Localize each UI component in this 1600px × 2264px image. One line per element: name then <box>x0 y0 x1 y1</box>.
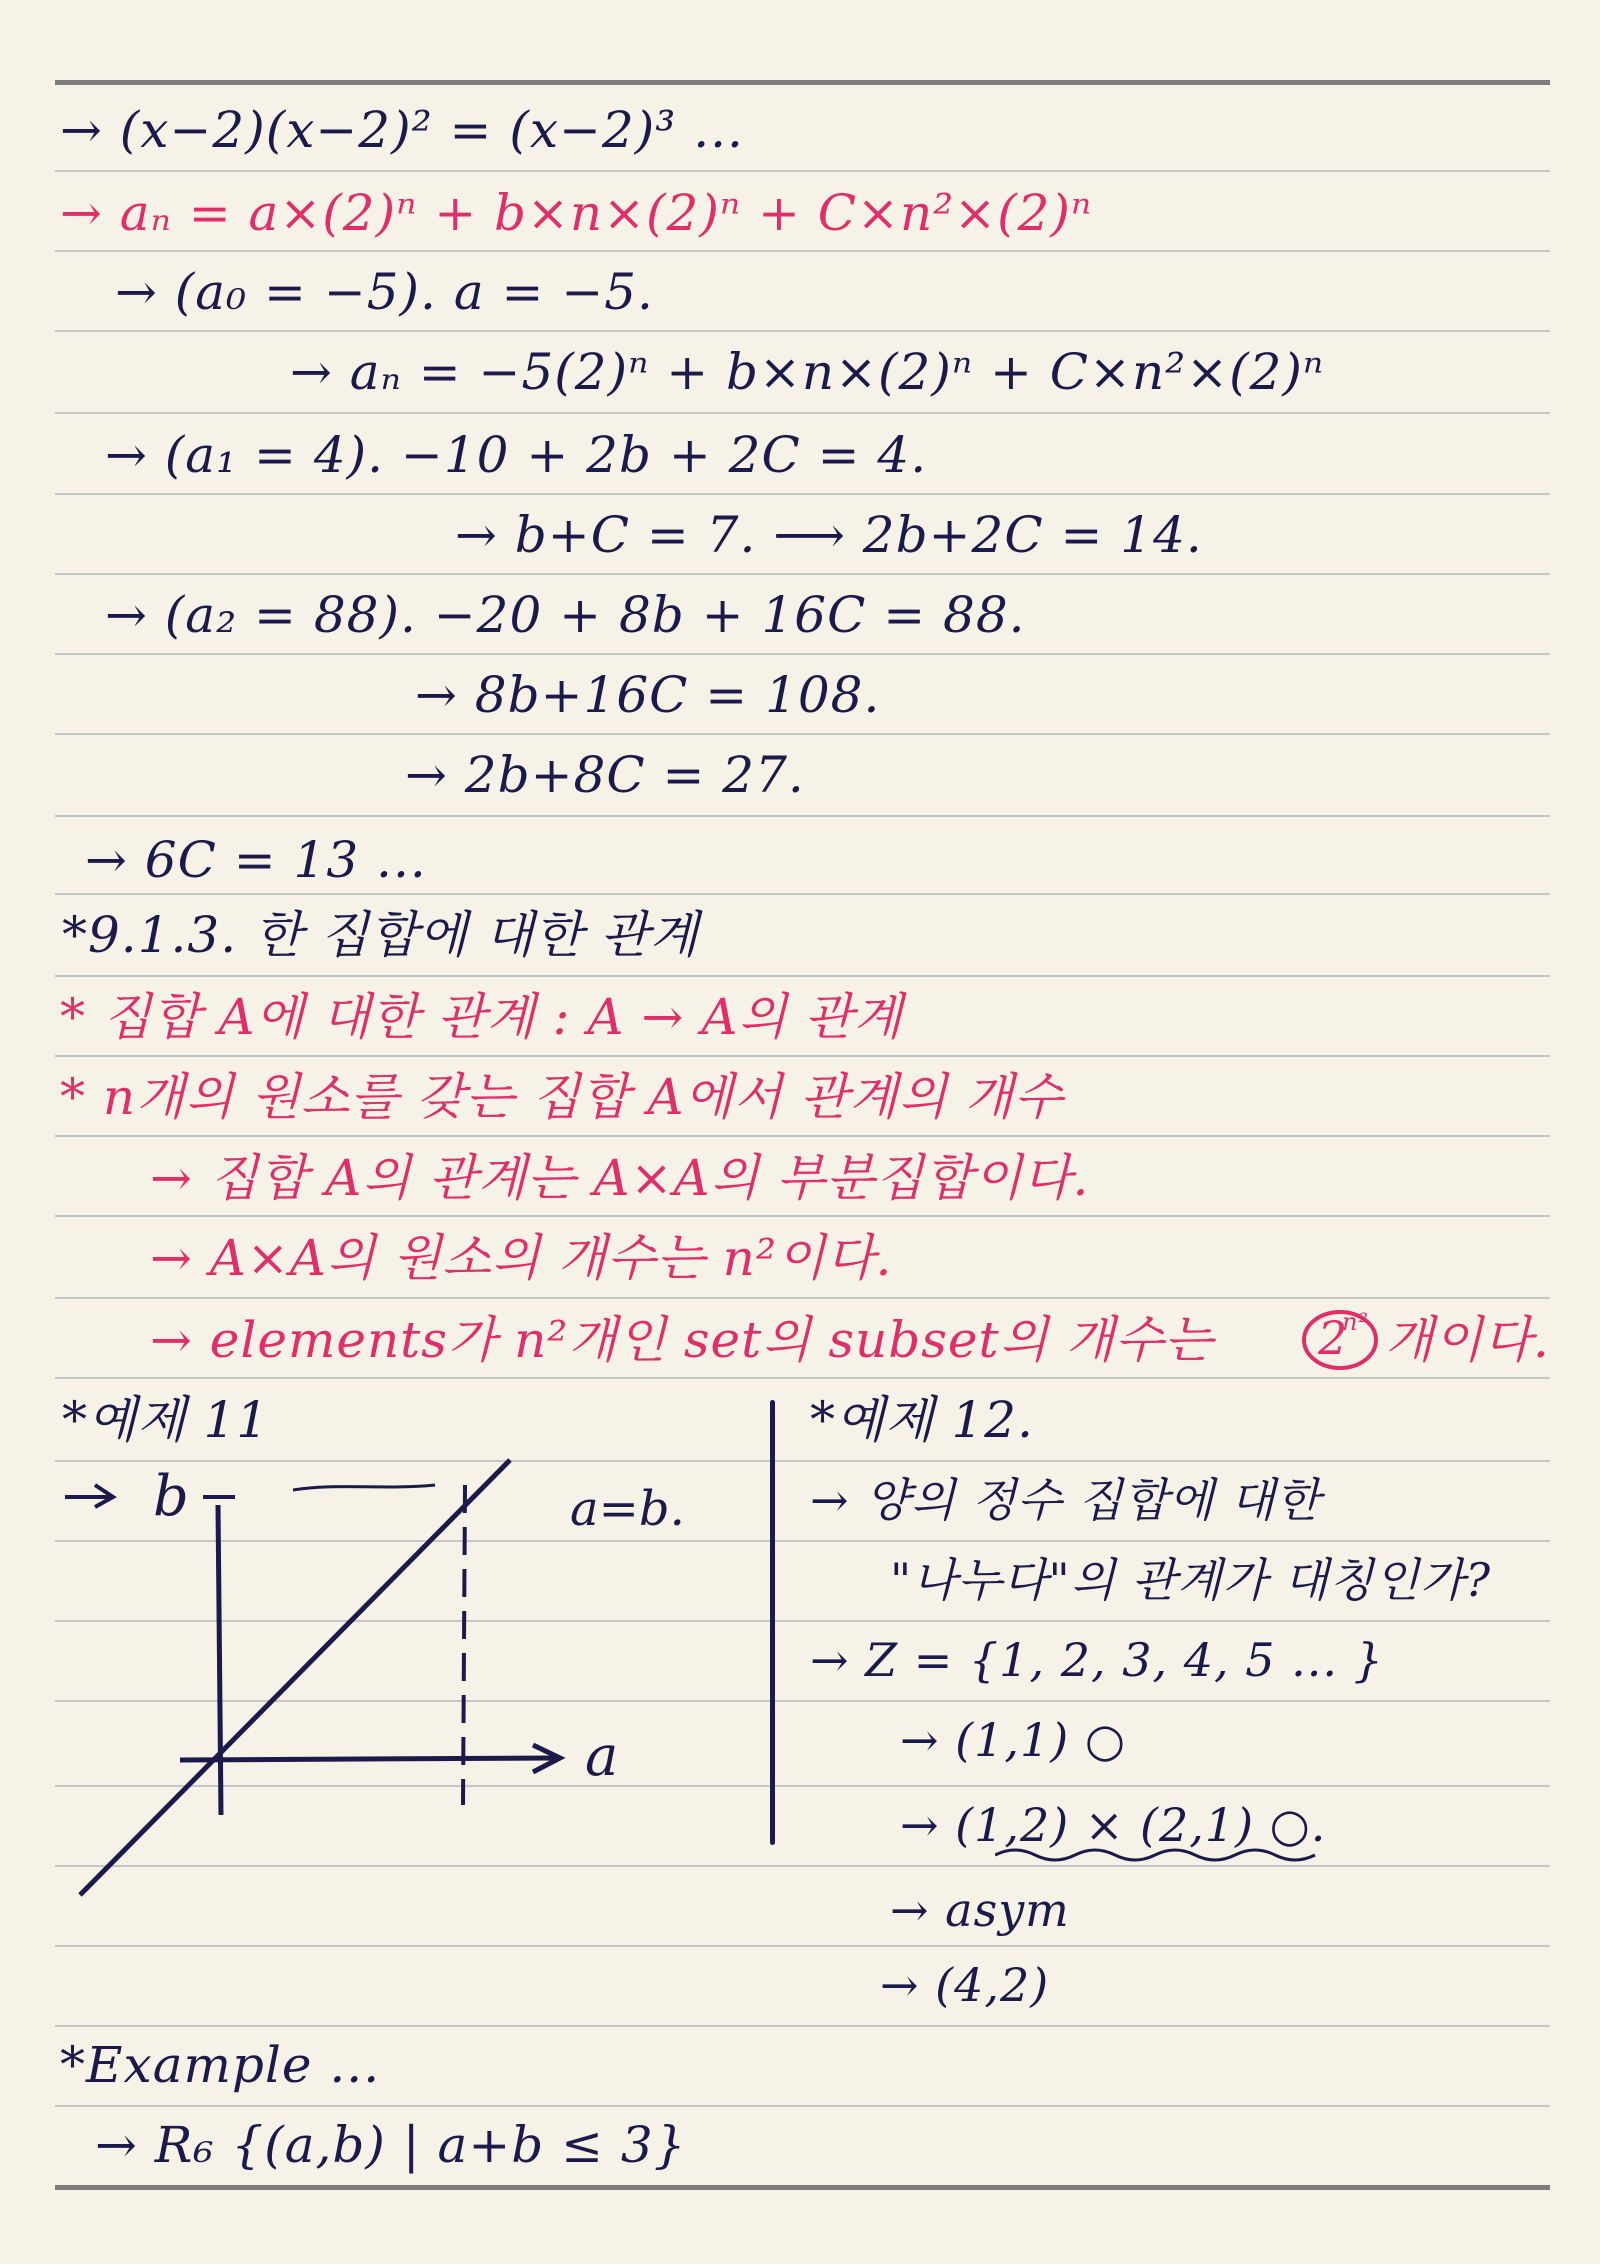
top-border <box>55 80 1550 85</box>
example-11-title: *예제 11 <box>62 1391 270 1449</box>
ruled-line <box>55 1377 1550 1379</box>
note-line-15: → A×A의 원소의 개수는 n²이다. <box>150 1229 893 1287</box>
note-line-6: → b+C = 7. ⟶ 2b+2C = 14. <box>455 506 1203 564</box>
diagonal-line <box>80 1460 510 1895</box>
example-12-line-2: "나누다"의 관계가 대칭인가? <box>890 1553 1492 1607</box>
top-guide-stroke <box>293 1485 435 1490</box>
note-line-14: → 집합 A의 관계는 A×A의 부분집합이다. <box>150 1149 1090 1207</box>
example-12-line-1: → 양의 정수 집합에 대한 <box>810 1473 1321 1527</box>
ruled-line <box>55 170 1550 172</box>
wavy-underline <box>995 1840 1425 1870</box>
note-line-1: → (𝑥−2)(𝑥−2)² = (𝑥−2)³ ... <box>60 101 744 159</box>
ruled-line <box>55 412 1550 414</box>
ruled-line <box>55 1135 1550 1137</box>
ruled-line <box>55 653 1550 655</box>
ruled-line <box>55 733 1550 735</box>
example-12-title: *예제 12. <box>810 1391 1035 1449</box>
note-line-8: → 8b+16C = 108. <box>415 666 881 724</box>
circled-base: 2 <box>1318 1311 1349 1365</box>
note-line-4: → aₙ = −5(2)ⁿ + b×n×(2)ⁿ + C×n²×(2)ⁿ <box>290 343 1325 401</box>
example-12-line-6: → asym <box>890 1883 1070 1937</box>
section-heading-9-1-3: *9.1.3. 한 집합에 대한 관계 <box>62 906 700 964</box>
dashed-guide <box>463 1485 465 1805</box>
example-12-line-4: → (1,1) ○ <box>900 1713 1126 1767</box>
y-axis-label: b <box>153 1464 189 1529</box>
circled-exponent: n² <box>1342 1308 1370 1336</box>
note-line-7: → (a₂ = 88). −20 + 8b + 16C = 88. <box>105 586 1026 644</box>
example-12-line-5: → (1,2) × (2,1) ○. <box>900 1798 1327 1852</box>
note-line-5: → (a₁ = 4). −10 + 2b + 2C = 4. <box>105 426 928 484</box>
note-line-12: * 집합 A에 대한 관계 : A → A의 관계 <box>60 988 904 1046</box>
ruled-line <box>55 573 1550 575</box>
note-line-10: → 6C = 13 ... <box>85 831 427 889</box>
example-12-line-7: → (4,2) <box>880 1958 1050 2012</box>
ruled-line <box>55 330 1550 332</box>
example-line-1: → R₆ {(a,b) | a+b ≤ 3} <box>95 2116 687 2174</box>
ruled-line <box>55 2105 1550 2107</box>
ruled-line <box>55 250 1550 252</box>
note-line-2: → aₙ = a×(2)ⁿ + b×n×(2)ⁿ + C×n²×(2)ⁿ <box>60 184 1093 242</box>
ruled-line <box>55 893 1550 895</box>
ruled-line <box>55 2025 1550 2027</box>
note-line-13: * n개의 원소를 갖는 집합 A에서 관계의 개수 <box>60 1068 1064 1126</box>
example-11-graph <box>55 1445 695 1905</box>
x-axis-line <box>180 1758 555 1760</box>
y-axis-line <box>218 1505 221 1815</box>
ruled-line <box>55 1055 1550 1057</box>
column-divider <box>770 1400 775 1845</box>
x-axis-label: a <box>585 1724 619 1789</box>
ruled-line <box>55 1297 1550 1299</box>
diagonal-label: a=b. <box>570 1481 685 1537</box>
arrow-icon <box>65 1485 113 1507</box>
circled-power-expression <box>1300 1302 1380 1372</box>
ruled-line <box>55 1215 1550 1217</box>
note-line-16-suffix: 개이다. <box>1385 1311 1550 1369</box>
ruled-line <box>55 815 1550 817</box>
bottom-border <box>55 2185 1550 2190</box>
ruled-line <box>55 1945 1550 1947</box>
note-line-16: → elements가 n²개인 set의 subset의 개수는 <box>150 1311 1214 1369</box>
ruled-line <box>55 493 1550 495</box>
ruled-line <box>55 975 1550 977</box>
note-line-9: → 2b+8C = 27. <box>405 746 805 804</box>
example-12-line-3: → Z = {1, 2, 3, 4, 5 ... } <box>810 1633 1384 1687</box>
example-title: *Example ... <box>60 2036 381 2094</box>
note-line-3: → (a₀ = −5). a = −5. <box>115 263 654 321</box>
